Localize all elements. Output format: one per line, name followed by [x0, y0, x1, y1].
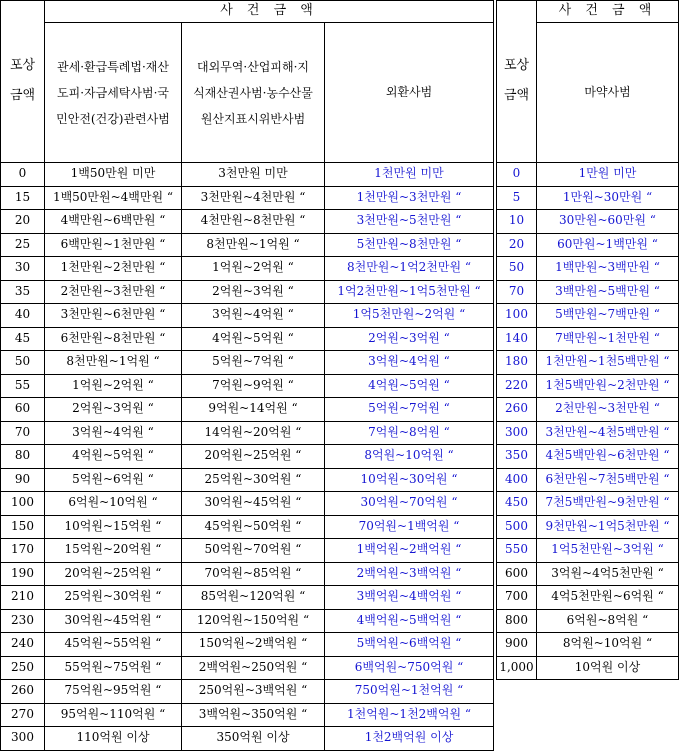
table-row	[1, 656, 494, 680]
payment-amount: 260	[497, 398, 537, 422]
narcotics-case-amount: 8억원~10억원 “	[537, 633, 679, 657]
customs-case-amount: 15억원~20억원 “	[45, 539, 182, 563]
table-row	[497, 257, 679, 281]
table-row	[497, 562, 679, 586]
trade-case-amount: 120억원~150억원 “	[182, 609, 325, 633]
trade-case-amount: 20억원~25억원 “	[182, 445, 325, 469]
payment-amount: 70	[497, 280, 537, 304]
payment-amount: 550	[497, 539, 537, 563]
payment-amount: 400	[497, 468, 537, 492]
foreign-exchange-case-amount: 8억원~10억원 “	[325, 445, 494, 469]
customs-case-amount: 4억원~5억원 “	[45, 445, 182, 469]
foreign-exchange-case-amount: 2백억원~3백억원 “	[325, 562, 494, 586]
table-row	[1, 468, 494, 492]
table-row	[497, 398, 679, 422]
table-row	[1, 327, 494, 351]
narcotics-case-amount: 1억5천만원~3억원 “	[537, 539, 679, 563]
table-row	[497, 351, 679, 375]
narcotics-case-amount: 5백만원~7백만원 “	[537, 304, 679, 328]
table-row	[1, 492, 494, 516]
payment-amount: 70	[1, 421, 45, 445]
foreign-exchange-case-amount: 1억2천만원~1억5천만원 “	[325, 280, 494, 304]
narcotics-case-amount: 6억원~8억원 “	[537, 609, 679, 633]
payment-amount: 55	[1, 374, 45, 398]
foreign-exchange-case-amount: 7억원~8억원 “	[325, 421, 494, 445]
table-row	[497, 210, 679, 234]
table-row	[497, 421, 679, 445]
foreign-exchange-case-amount: 5천만원~8천만원 “	[325, 233, 494, 257]
narcotics-case-amount: 60만원~1백만원 “	[537, 233, 679, 257]
table-row	[1, 280, 494, 304]
narcotics-case-amount: 4천5백만원~6천만원 “	[537, 445, 679, 469]
payment-amount: 250	[1, 656, 45, 680]
foreign-exchange-case-amount: 1천만원 미만	[325, 163, 494, 187]
narcotics-case-amount: 3억원~4억5천만원 “	[537, 562, 679, 586]
customs-case-amount: 8천만원~1억원 “	[45, 351, 182, 375]
table-row	[497, 586, 679, 610]
payment-amount: 150	[1, 515, 45, 539]
table-row	[1, 515, 494, 539]
foreign-exchange-case-amount: 3억원~4억원 “	[325, 351, 494, 375]
payment-amount: 80	[1, 445, 45, 469]
trade-case-amount: 30억원~45억원 “	[182, 492, 325, 516]
narcotics-case-amount: 3백만원~5백만원 “	[537, 280, 679, 304]
payment-amount: 900	[497, 633, 537, 657]
payment-amount: 40	[1, 304, 45, 328]
foreign-exchange-case-amount: 1억5천만원~2억원 “	[325, 304, 494, 328]
customs-case-amount: 2억원~3억원 “	[45, 398, 182, 422]
payment-amount: 260	[1, 680, 45, 704]
narcotics-case-amount: 7백만원~1천만원 “	[537, 327, 679, 351]
foreign-exchange-case-amount: 3천만원~5천만원 “	[325, 210, 494, 234]
customs-case-amount: 95억원~110억원 “	[45, 703, 182, 727]
reward-table-narcotics	[496, 0, 679, 680]
narcotics-case-amount: 2천만원~3천만원 “	[537, 398, 679, 422]
trade-case-amount: 2백억원~250억원 “	[182, 656, 325, 680]
trade-case-amount: 3천만원 미만	[182, 163, 325, 187]
narcotics-case-amount: 1만원 미만	[537, 163, 679, 187]
table-row	[1, 374, 494, 398]
customs-case-amount: 10억원~15억원 “	[45, 515, 182, 539]
table-row	[1, 586, 494, 610]
table-row	[1, 680, 494, 704]
table-row	[1, 562, 494, 586]
table-row	[497, 186, 679, 210]
table-row	[1, 703, 494, 727]
payment-amount: 50	[497, 257, 537, 281]
payment-amount: 50	[1, 351, 45, 375]
table-row	[1, 351, 494, 375]
payment-amount: 60	[1, 398, 45, 422]
narcotics-case-amount: 9천만원~1억5천만원 “	[537, 515, 679, 539]
payment-amount: 600	[497, 562, 537, 586]
table-row	[1, 727, 494, 751]
table-row	[497, 163, 679, 187]
trade-case-amount: 350억원 이상	[182, 727, 325, 751]
payment-amount: 240	[1, 633, 45, 657]
table-row	[497, 656, 679, 680]
table-row	[497, 374, 679, 398]
foreign-exchange-crime-header: 외환사범	[325, 23, 494, 163]
payment-amount: 100	[497, 304, 537, 328]
foreign-exchange-case-amount: 1천만원~3천만원 “	[325, 186, 494, 210]
narcotics-case-amount: 7천5백만원~9천만원 “	[537, 492, 679, 516]
customs-case-amount: 6백만원~1천만원 “	[45, 233, 182, 257]
foreign-exchange-case-amount: 6백억원~750억원 “	[325, 656, 494, 680]
customs-case-amount: 1천만원~2천만원 “	[45, 257, 182, 281]
customs-case-amount: 3천만원~6천만원 “	[45, 304, 182, 328]
payment-amount: 450	[497, 492, 537, 516]
trade-case-amount: 85억원~120억원 “	[182, 586, 325, 610]
customs-case-amount: 2천만원~3천만원 “	[45, 280, 182, 304]
trade-case-amount: 5억원~7억원 “	[182, 351, 325, 375]
payment-amount: 90	[1, 468, 45, 492]
payment-amount: 270	[1, 703, 45, 727]
trade-case-amount: 3억원~4억원 “	[182, 304, 325, 328]
payment-amount: 500	[497, 515, 537, 539]
payment-amount: 350	[497, 445, 537, 469]
table-row	[1, 233, 494, 257]
trade-case-amount: 9억원~14억원 “	[182, 398, 325, 422]
narcotics-case-amount: 4억5천만원~6억원 “	[537, 586, 679, 610]
table-row	[497, 468, 679, 492]
narcotics-case-amount: 30만원~60만원 “	[537, 210, 679, 234]
case-amount-heading: 사 건 금 액	[45, 1, 494, 23]
payment-amount: 20	[497, 233, 537, 257]
payment-amount: 300	[1, 727, 45, 751]
table-row	[497, 233, 679, 257]
narcotics-case-amount: 1백만원~3백만원 “	[537, 257, 679, 281]
foreign-exchange-case-amount: 4억원~5억원 “	[325, 374, 494, 398]
customs-case-amount: 1억원~2억원 “	[45, 374, 182, 398]
foreign-exchange-case-amount: 8천만원~1억2천만원 “	[325, 257, 494, 281]
payment-amount: 0	[1, 163, 45, 187]
trade-case-amount: 14억원~20억원 “	[182, 421, 325, 445]
trade-case-amount: 4천만원~8천만원 “	[182, 210, 325, 234]
payment-amount: 300	[497, 421, 537, 445]
customs-case-amount: 45억원~55억원 “	[45, 633, 182, 657]
customs-case-amount: 1백50만원~4백만원 “	[45, 186, 182, 210]
payment-header: 포상 금액	[497, 1, 537, 163]
table-row	[497, 515, 679, 539]
table-row	[497, 304, 679, 328]
table-row	[1, 445, 494, 469]
table-row	[497, 492, 679, 516]
trade-case-amount: 3백억원~350억원 “	[182, 703, 325, 727]
customs-case-amount: 5억원~6억원 “	[45, 468, 182, 492]
table-row	[497, 445, 679, 469]
table-row	[497, 633, 679, 657]
payment-header: 포상 금액	[1, 1, 45, 163]
payment-amount: 5	[497, 186, 537, 210]
payment-amount: 15	[1, 186, 45, 210]
customs-case-amount: 1백50만원 미만	[45, 163, 182, 187]
narcotics-case-amount: 1천만원~1천5백만원 “	[537, 351, 679, 375]
payment-amount: 45	[1, 327, 45, 351]
narcotics-crime-header: 마약사범	[537, 23, 679, 163]
table-row	[1, 539, 494, 563]
customs-case-amount: 6억원~10억원 “	[45, 492, 182, 516]
trade-crime-header: 대외무역·산업피해·지 식재산권사범·농수산물 원산지표시위반사범	[182, 23, 325, 163]
narcotics-case-amount: 6천만원~7천5백만원 “	[537, 468, 679, 492]
table-row	[1, 210, 494, 234]
payment-amount: 220	[497, 374, 537, 398]
payment-amount: 700	[497, 586, 537, 610]
narcotics-case-amount: 1만원~30만원 “	[537, 186, 679, 210]
foreign-exchange-case-amount: 1백억원~2백억원 “	[325, 539, 494, 563]
trade-case-amount: 4억원~5억원 “	[182, 327, 325, 351]
foreign-exchange-case-amount: 750억원~1천억원 “	[325, 680, 494, 704]
customs-case-amount: 55억원~75억원 “	[45, 656, 182, 680]
payment-amount: 210	[1, 586, 45, 610]
payment-amount: 140	[497, 327, 537, 351]
customs-case-amount: 20억원~25억원 “	[45, 562, 182, 586]
customs-case-amount: 30억원~45억원 “	[45, 609, 182, 633]
table-row	[497, 539, 679, 563]
payment-amount: 25	[1, 233, 45, 257]
customs-case-amount: 110억원 이상	[45, 727, 182, 751]
table-row	[1, 304, 494, 328]
payment-amount: 20	[1, 210, 45, 234]
foreign-exchange-case-amount: 3백억원~4백억원 “	[325, 586, 494, 610]
payment-amount: 100	[1, 492, 45, 516]
table-row	[1, 163, 494, 187]
table-row	[1, 398, 494, 422]
customs-case-amount: 75억원~95억원 “	[45, 680, 182, 704]
foreign-exchange-case-amount: 70억원~1백억원 “	[325, 515, 494, 539]
customs-crime-header: 관세·환급특례법·재산 도피·자금세탁사범·국 민안전(건강)관련사범	[45, 23, 182, 163]
trade-case-amount: 7억원~9억원 “	[182, 374, 325, 398]
foreign-exchange-case-amount: 30억원~70억원 “	[325, 492, 494, 516]
narcotics-case-amount: 10억원 이상	[537, 656, 679, 680]
payment-amount: 170	[1, 539, 45, 563]
table-row	[1, 421, 494, 445]
foreign-exchange-case-amount: 5백억원~6백억원 “	[325, 633, 494, 657]
trade-case-amount: 3천만원~4천만원 “	[182, 186, 325, 210]
foreign-exchange-case-amount: 4백억원~5백억원 “	[325, 609, 494, 633]
payment-amount: 10	[497, 210, 537, 234]
case-amount-heading: 사 건 금 액	[537, 1, 679, 23]
trade-case-amount: 250억원~3백억원 “	[182, 680, 325, 704]
table-row	[1, 257, 494, 281]
foreign-exchange-case-amount: 5억원~7억원 “	[325, 398, 494, 422]
foreign-exchange-case-amount: 1천2백억원 이상	[325, 727, 494, 751]
table-row	[497, 609, 679, 633]
customs-case-amount: 25억원~30억원 “	[45, 586, 182, 610]
narcotics-case-amount: 3천만원~4천5백만원 “	[537, 421, 679, 445]
payment-amount: 1,000	[497, 656, 537, 680]
payment-amount: 230	[1, 609, 45, 633]
trade-case-amount: 70억원~85억원 “	[182, 562, 325, 586]
trade-case-amount: 45억원~50억원 “	[182, 515, 325, 539]
trade-case-amount: 150억원~2백억원 “	[182, 633, 325, 657]
trade-case-amount: 8천만원~1억원 “	[182, 233, 325, 257]
narcotics-case-amount: 1천5백만원~2천만원 “	[537, 374, 679, 398]
payment-amount: 180	[497, 351, 537, 375]
customs-case-amount: 4백만원~6백만원 “	[45, 210, 182, 234]
trade-case-amount: 2억원~3억원 “	[182, 280, 325, 304]
payment-amount: 190	[1, 562, 45, 586]
trade-case-amount: 1억원~2억원 “	[182, 257, 325, 281]
customs-case-amount: 3억원~4억원 “	[45, 421, 182, 445]
payment-amount: 0	[497, 163, 537, 187]
table-row	[497, 280, 679, 304]
payment-amount: 800	[497, 609, 537, 633]
foreign-exchange-case-amount: 10억원~30억원 “	[325, 468, 494, 492]
table-row	[1, 609, 494, 633]
foreign-exchange-case-amount: 2억원~3억원 “	[325, 327, 494, 351]
customs-case-amount: 6천만원~8천만원 “	[45, 327, 182, 351]
table-row	[1, 633, 494, 657]
trade-case-amount: 50억원~70억원 “	[182, 539, 325, 563]
table-row	[1, 186, 494, 210]
table-row	[497, 327, 679, 351]
foreign-exchange-case-amount: 1천억원~1천2백억원 “	[325, 703, 494, 727]
payment-amount: 35	[1, 280, 45, 304]
trade-case-amount: 25억원~30억원 “	[182, 468, 325, 492]
payment-amount: 30	[1, 257, 45, 281]
